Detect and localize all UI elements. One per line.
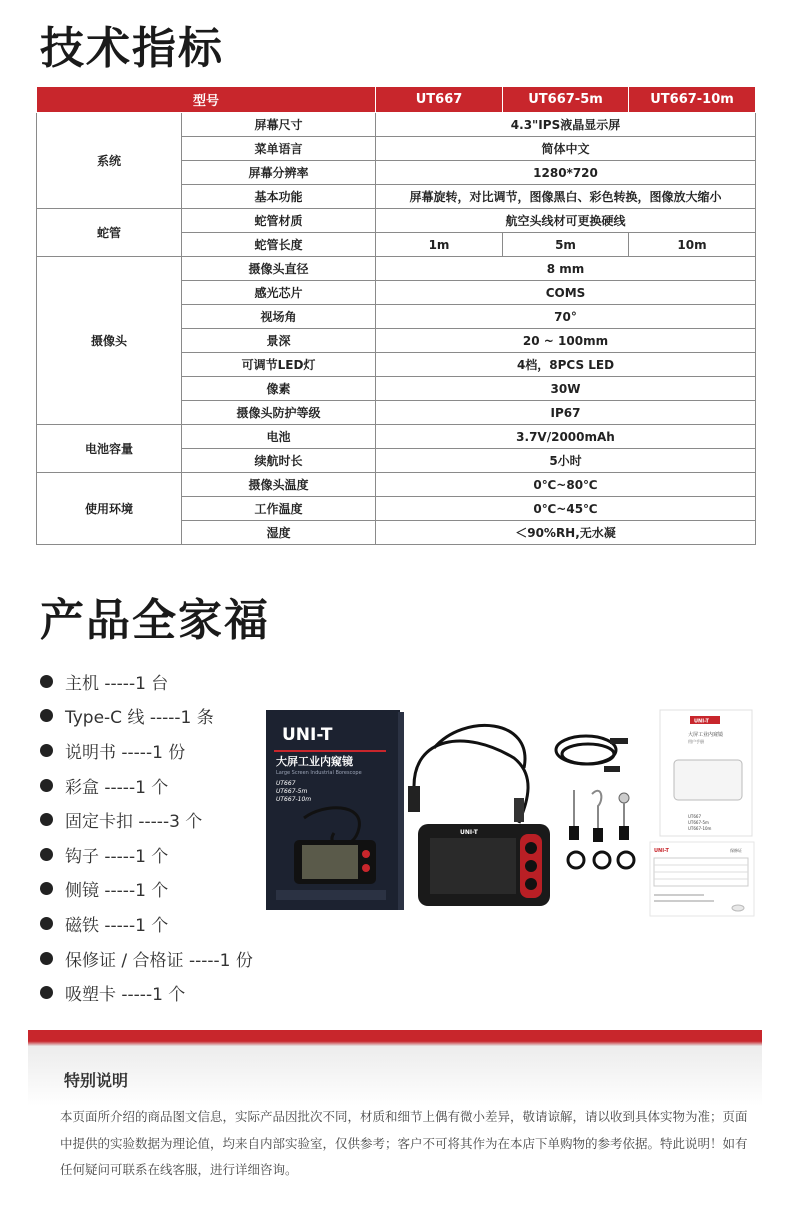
row-value: 屏幕旋转，对比调节，图像黑白、彩色转换，图像放大缩小 xyxy=(376,185,756,209)
bullet-icon xyxy=(40,986,53,999)
row-value-ut667-10m: 10m xyxy=(629,233,756,257)
manual-model-3: UT667-10m xyxy=(688,826,712,831)
group-hose: 蛇管 xyxy=(37,209,182,257)
manual-title: 大屏工业内窥镜 xyxy=(688,732,724,738)
bullet-icon xyxy=(40,813,53,826)
box-model-3: UT667-10m xyxy=(276,796,312,803)
bullet-icon xyxy=(40,744,53,757)
row-value: 0℃~80℃ xyxy=(376,473,756,497)
camera-cable xyxy=(408,725,528,823)
table-row xyxy=(37,425,756,449)
warranty-card xyxy=(650,842,754,916)
notice-banner-stripe xyxy=(28,1030,762,1046)
unit-brand: UNI-T xyxy=(460,829,478,836)
list-item: 固定卡扣 -----3 个 xyxy=(40,802,253,837)
manual-model-1: UT667 xyxy=(688,814,702,819)
header-ut667: UT667 xyxy=(376,87,503,113)
list-item: Type-C 线 -----1 条 xyxy=(40,699,253,734)
row-label: 菜单语言 xyxy=(182,137,376,161)
row-label: 摄像头直径 xyxy=(182,257,376,281)
manual-sub: 用户手册 xyxy=(688,739,704,744)
bullet-icon xyxy=(40,952,53,965)
row-label: 湿度 xyxy=(182,521,376,545)
bullet-icon xyxy=(40,709,53,722)
row-label: 电池 xyxy=(182,425,376,449)
row-label: 工作温度 xyxy=(182,497,376,521)
list-item: 侧镜 -----1 个 xyxy=(40,872,253,907)
group-system: 系统 xyxy=(37,113,182,209)
row-value: 5小时 xyxy=(376,449,756,473)
row-label: 像素 xyxy=(182,377,376,401)
header-ut667-10m: UT667-10m xyxy=(629,87,756,113)
row-label: 景深 xyxy=(182,329,376,353)
row-label: 摄像头防护等级 xyxy=(182,401,376,425)
row-value: 简体中文 xyxy=(376,137,756,161)
type-c-cable xyxy=(556,736,628,772)
table-row xyxy=(37,113,756,137)
group-environment: 使用环境 xyxy=(37,473,182,545)
row-value: IP67 xyxy=(376,401,756,425)
bullet-icon xyxy=(40,882,53,895)
row-label: 基本功能 xyxy=(182,185,376,209)
row-label: 视场角 xyxy=(182,305,376,329)
row-value: COMS xyxy=(376,281,756,305)
row-label: 屏幕尺寸 xyxy=(182,113,376,137)
row-value: 4.3"IPS液晶显示屏 xyxy=(376,113,756,137)
bullet-icon xyxy=(40,779,53,792)
manual-model-2: UT667-5m xyxy=(688,820,709,825)
row-label: 续航时长 xyxy=(182,449,376,473)
card-brand: UNI-T xyxy=(654,848,669,854)
row-value: 70° xyxy=(376,305,756,329)
list-item: 彩盒 -----1 个 xyxy=(40,768,253,803)
product-family-photo xyxy=(264,708,758,926)
spec-title: 技术指标 xyxy=(40,23,224,74)
row-value: 30W xyxy=(376,377,756,401)
header-model: 型号 xyxy=(37,87,376,113)
row-value: 8 mm xyxy=(376,257,756,281)
bullet-icon xyxy=(40,848,53,861)
bullet-icon xyxy=(40,675,53,688)
box-model-1: UT667 xyxy=(276,780,296,787)
table-row xyxy=(37,473,756,497)
group-camera: 摄像头 xyxy=(37,257,182,425)
list-item: 钩子 -----1 个 xyxy=(40,837,253,872)
table-row xyxy=(37,209,756,233)
list-item: 保修证 / 合格证 -----1 份 xyxy=(40,941,253,976)
notice-title: 特别说明 xyxy=(64,1071,129,1090)
row-value: 0℃~45℃ xyxy=(376,497,756,521)
row-label: 蛇管材质 xyxy=(182,209,376,233)
table-row xyxy=(37,257,756,281)
row-label: 感光芯片 xyxy=(182,281,376,305)
row-label: 可调节LED灯 xyxy=(182,353,376,377)
row-value: 4档，8PCS LED xyxy=(376,353,756,377)
row-label: 摄像头温度 xyxy=(182,473,376,497)
table-header-row xyxy=(37,87,756,113)
row-value-ut667: 1m xyxy=(376,233,503,257)
manual-brand: UNI-T xyxy=(694,718,709,725)
row-value: 3.7V/2000mAh xyxy=(376,425,756,449)
card-title: 保修证 xyxy=(730,848,742,853)
box-subtitle: Large Screen Industrial Borescope xyxy=(276,770,362,776)
package-list xyxy=(40,664,253,1010)
family-title: 产品全家福 xyxy=(40,595,270,646)
row-value: ＜90%RH,无水凝 xyxy=(376,521,756,545)
row-value: 1280*720 xyxy=(376,161,756,185)
row-label: 蛇管长度 xyxy=(182,233,376,257)
bullet-icon xyxy=(40,917,53,930)
list-item: 主机 -----1 台 xyxy=(40,664,253,699)
box-title: 大屏工业内窥镜 xyxy=(276,755,353,768)
box-model-2: UT667-5m xyxy=(276,788,308,795)
notice-banner-fade xyxy=(28,1046,762,1106)
list-item: 说明书 -----1 份 xyxy=(40,733,253,768)
box-brand: UNI-T xyxy=(282,725,333,745)
row-label: 屏幕分辨率 xyxy=(182,161,376,185)
row-value: 航空头线材可更换硬线 xyxy=(376,209,756,233)
list-item: 磁铁 -----1 个 xyxy=(40,906,253,941)
borescope-main-unit xyxy=(418,824,550,906)
user-manual xyxy=(660,710,752,836)
list-item: 吸塑卡 -----1 个 xyxy=(40,975,253,1010)
header-ut667-5m: UT667-5m xyxy=(503,87,629,113)
accessories xyxy=(568,790,634,868)
row-value: 20 ~ 100mm xyxy=(376,329,756,353)
group-battery: 电池容量 xyxy=(37,425,182,473)
notice-text: 本页面所介绍的商品图文信息，实际产品因批次不同，材质和细节上偶有微小差异，敬请谅解，请以收到具体实物为准；页面中提供的实验数据为理论值，均来自内部实验室，仅供参考；客户不可将其作为在本店下单购物的参考依据。特此说明！如有任何疑问可联系在线客服，进行详细咨询。 xyxy=(60,1109,748,1177)
retail-box xyxy=(266,710,404,910)
spec-table xyxy=(36,86,756,545)
row-value-ut667-5m: 5m xyxy=(503,233,629,257)
